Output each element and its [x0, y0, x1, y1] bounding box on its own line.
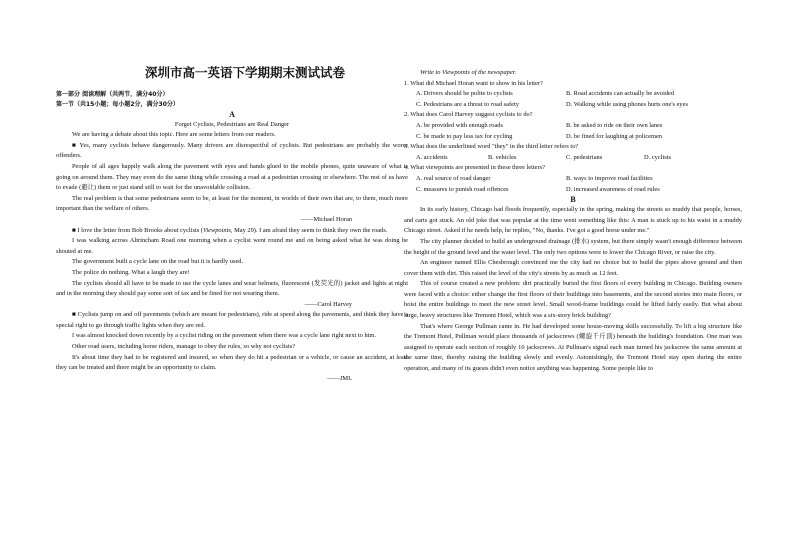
option-b: B. vehicles	[488, 153, 517, 161]
option-a: A. real source of road danger	[416, 174, 491, 182]
right-column	[404, 68, 742, 375]
letter3-signature: ——JML	[327, 374, 352, 382]
passage-intro: We are having a debate about this topic. Here are some letters from our readers.	[72, 131, 276, 139]
letter1-para: People of all ages happily walk along the pavement with eyes and hands glued to the mobile phones, quite unaware of what is going on around them. They may even do the same thing while crossing a road at a pedestrian crossing or elsewhere. The rest of us have to evade (避让) them or just stand still to wait for the unavoidable collision.	[56, 162, 408, 192]
passage-a-letter: A	[229, 109, 235, 119]
option-b: B. Road accidents can actually be avoided	[566, 90, 675, 98]
option-d: D. be fined for laughing at policemen	[566, 132, 663, 140]
question-3-options	[404, 153, 742, 164]
option-d: D. Walking while using phones hurts one's eyes	[566, 100, 688, 108]
question-4: 4. What viewpoints are presented in these three letters?	[404, 164, 545, 172]
letter1-signature: ——Michael Horan	[300, 215, 352, 223]
letter3-para: ■ Cyclists jump on and off pavements (which are meant for pedestrians), ride at speed along the pavements, and think they have a special right to go through traffic lights when they are red.	[56, 311, 408, 329]
question-2-options	[404, 121, 742, 142]
letter3-para: Other road users, including horse riders, manage to obey the rules, so why not cyclists?	[72, 343, 296, 351]
option-a: A. be provided with enough roads	[416, 121, 503, 129]
question-1-options	[404, 89, 742, 110]
option-d: D. increased awareness of road rules	[566, 185, 660, 193]
section-heading: 第一节（共15小题；每小题2分，满分30分）	[56, 100, 179, 108]
letter1-para: ■ Yes, many cyclists behave dangerously. Many drivers are disrespectful of cyclists. But pedestrians are probably the worse offenders.	[56, 141, 408, 160]
passage-b-para: This of course created a new problem: dirt practically buried the first floors of every building in Chicago. Building owners were faced with a choice: either change the first floors of their buildings into basements, and the second stories into main floors, or hoist the entire buildings to meet the new street level. Small wood-frame buildings could be lifted fairly easily. But what about large, heavy structures like Tremont Hotel, which was a six-story brick building?	[404, 280, 742, 320]
option-c: C. pedestrians	[566, 153, 603, 161]
letter2-para: The police do nothing. What a laugh they are!	[72, 268, 190, 276]
part-heading: 第一部分 阅读理解（共两节，满分40分）	[56, 90, 169, 98]
passage-b-para: In its early history, Chicago had floods frequently, especially in the spring, making the streets so muddy that people, horses, and carts got stuck. An old joke that was popular at the time went something like this: A man is stuck up to his waist in a muddy Chicago street. Asked if he needs help, he replies, "No, thanks. I've got a good horse under me."	[404, 206, 742, 235]
question-3: 3. What does the underlined word "they" in the third letter refers to?	[404, 143, 579, 151]
option-b: B. ways to improve road facilities	[566, 174, 653, 182]
letter2-para	[56, 226, 408, 237]
letter2-text: ■ I love the letter from Bob Brooks about cyclists (	[72, 226, 203, 234]
letter3-para: It's about time they had to be registered and insured, so when they do hit a pedestrian or a vehicle, or cause an accident, at least they can be treated and there might be an opportunity to claim.	[56, 353, 408, 372]
option-a: A. accidents	[416, 153, 448, 161]
letter2-para: The government built a cycle lane on the road but it is hardly used.	[72, 258, 244, 266]
question-1: 1. What did Michael Horan want to show in his letter?	[404, 79, 543, 87]
instruction-text: Write to Viewpoints of the newspaper.	[420, 69, 517, 76]
letter1-para: The real problem is that some pedestrians seem to be, at least for the moment, in worlds of their own that are, to them, much more important than the welfare of others.	[56, 194, 408, 213]
letter2-para: The cyclists should all have to be made to use the cycle lanes and wear helmets, fluorescent (发荧光的) jacket and lights at night and in the morning they should pay some sort of tax and be fined for not wearing them.	[56, 279, 408, 298]
letter2-text: , May 29). I am afraid they seem to think they own the roads.	[230, 226, 388, 234]
letter2-italic: Viewpoints	[202, 226, 231, 234]
option-a: A. Drivers should be polite to cyclists	[416, 90, 513, 98]
question-2: 2. What does Carol Harvey suggest cyclists to do?	[404, 111, 533, 119]
passage-a-title: Forget Cyclists, Pedestrians are Real Danger	[174, 120, 290, 128]
option-c: C. measures to punish road offences	[416, 185, 509, 193]
question-4-options	[404, 174, 742, 195]
option-d: D. cyclists	[644, 153, 671, 161]
option-b: B. be asked to ride on their own lanes	[566, 121, 663, 129]
passage-b-para: An engineer named Ellis Chesbrough convinced me the city had no choice but to build the pipes above ground and then cover them with dirt. This raised the level of the city's streets by as much as 12 feet.	[404, 259, 742, 277]
letter2-signature: ——Carol Harvey	[304, 300, 352, 308]
letter3-para: I was almost knocked down recently by a cyclist riding on the pavement when there was a cycle lane right next to him.	[72, 332, 376, 340]
option-c: C. be made to pay less tax for cycling	[416, 132, 513, 140]
page-title: 深圳市高一英语下学期期末测试试卷	[144, 66, 345, 80]
letter2-para: I was walking across Altrincham Road one morning when a cyclist went round me and on being asked what he was doing he shouted at me.	[56, 237, 408, 255]
passage-b-letter: B	[570, 195, 576, 205]
passage-b-para: That's where George Pullman came in. He had developed some house-moving skills successfully. To lift a big structure like the Tremont Hotel, Pullman would place thousands of jackscrews (螺旋千斤顶) beneath the building's foundation. One man was assigned to operate each section of roughly 10 jackscrews. At Pullman's signal each man turned his jackscrew the same amount at the same time, thereby raising the building slowly and evenly. Astonishingly, the Tremont Hotel stay open during the entire operation, and many of its guests didn't even notice anything was happening. Some people like to	[404, 322, 742, 373]
left-column	[56, 68, 408, 384]
option-c: C. Pedestrians are a threat to road safety	[416, 100, 519, 108]
passage-b-para: The city planner decided to build an underground drainage (排水) system, but there simply wasn't enough difference between the height of the ground level and the water level. The only two options were to lower the Chicago River, or raise the city.	[404, 237, 742, 256]
